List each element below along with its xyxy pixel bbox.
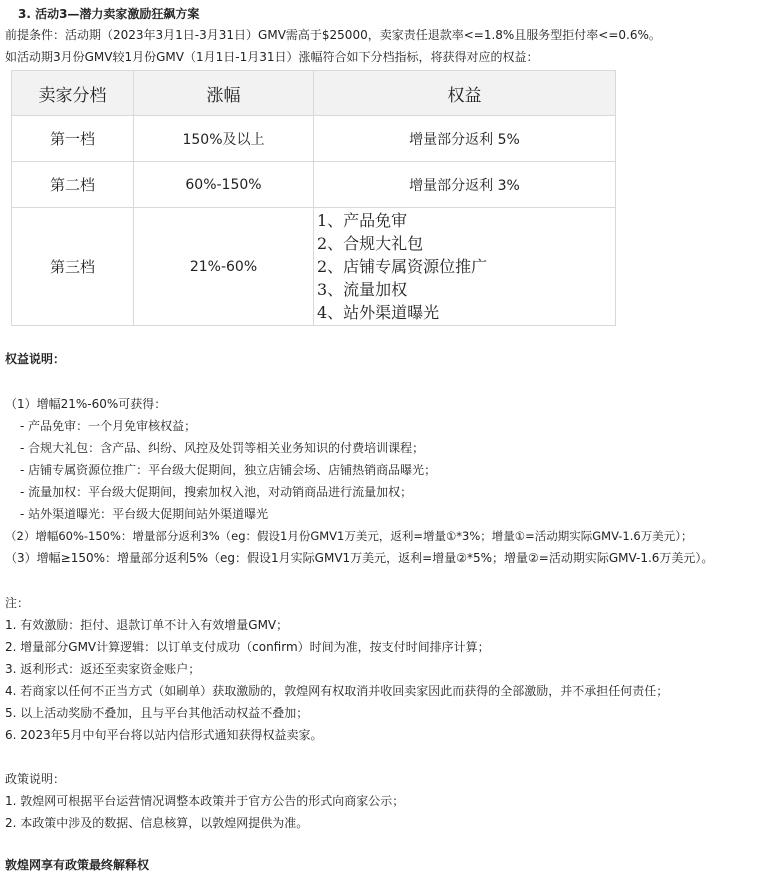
tier-cell: 第二档: [12, 162, 134, 208]
table-row: [12, 208, 616, 326]
note-line: 3. 返利形式：返还至卖家资金账户；: [5, 662, 201, 676]
table-row: [12, 116, 616, 162]
benefit-item: 4、站外渠道曝光: [317, 303, 440, 322]
table-row: [12, 162, 616, 208]
note-line: 5. 以上活动奖励不叠加，且与平台其他活动权益不叠加；: [5, 706, 309, 720]
footer-text: 敦煌网享有政策最终解释权: [5, 858, 150, 872]
note-line: 6. 2023年5月中旬平台将以站内信形式通知获得权益卖家。: [5, 728, 323, 742]
benefit-cell: 增量部分返利 3%: [314, 162, 616, 208]
note-line: 4. 若商家以任何不正当方式（如刷单）获取激励的，敦煌网有权取消并收回卖家因此而获得的全部激励，并不承担任何责任；: [5, 684, 669, 698]
tier-cell: 第一档: [12, 116, 134, 162]
policy-line: 1. 敦煌网可根据平台运营情况调整本政策并于官方公告的形式向商家公示；: [5, 794, 405, 808]
benefit-item: 2、店铺专属资源位推广: [317, 257, 488, 276]
benefit-item: 1、产品免审: [317, 211, 408, 230]
growth-cell: 60%-150%: [134, 162, 314, 208]
benefit-item: 2、合规大礼包: [317, 234, 424, 253]
benefit-cell: 增量部分返利 5%: [314, 116, 616, 162]
header-tier: 卖家分档: [12, 71, 134, 116]
page-title: 3. 活动3—潜力卖家激励狂飙方案: [18, 7, 200, 21]
table-header-row: [12, 71, 616, 116]
rights-line: - 合规大礼包：含产品、纠纷、风控及处罚等相关业务知识的付费培训课程；: [20, 441, 425, 455]
header-growth: 涨幅: [134, 71, 314, 116]
growth-cell: 21%-60%: [134, 208, 314, 326]
premise-text: 前提条件：活动期（2023年3月1日-3月31日）GMV需高于$25000，卖家责任退款率<=1.8%且服务型拒付率<=0.6%。: [5, 28, 661, 42]
policy-heading: 政策说明：: [5, 772, 66, 786]
notes-heading: 注：: [5, 596, 30, 610]
benefit-item: 3、流量加权: [317, 280, 408, 299]
rights-heading: 权益说明：: [5, 352, 66, 366]
policy-line: 2. 本政策中涉及的数据、信息核算，以敦煌网提供为准。: [5, 816, 309, 830]
tier-table: [11, 70, 616, 326]
note-line: 2. 增量部分GMV计算逻辑：以订单支付成功（confirm）时间为准，按支付时间排序计算；: [5, 640, 490, 654]
rights-line: （1）增幅21%-60%可获得：: [5, 397, 167, 411]
rights-line: - 店铺专属资源位推广：平台级大促期间，独立店铺会场、店铺热销商品曝光；: [20, 463, 437, 477]
condition-text: 如活动期3月份GMV较1月份GMV（1月1日-1月31日）涨幅符合如下分档指标，将获得对应的权益：: [5, 50, 539, 64]
benefit-list-cell: [314, 208, 616, 326]
note-line: 1. 有效激励：拒付、退款订单不计入有效增量GMV；: [5, 618, 289, 632]
growth-cell: 150%及以上: [134, 116, 314, 162]
rights-line: （3）增幅≥150%：增量部分返利5%（eg：假设1月实际GMV1万美元，返利=增量②*5%；增量②=活动期实际GMV-1.6万美元）。: [5, 551, 714, 565]
rights-line: （2）增幅60%-150%：增量部分返利3%（eg：假设1月份GMV1万美元，返利=增量①*3%；增量①=活动期实际GMV-1.6万美元）；: [5, 529, 693, 543]
rights-line: - 站外渠道曝光：平台级大促期间站外渠道曝光: [20, 507, 269, 521]
tier-cell: 第三档: [12, 208, 134, 326]
rights-line: - 流量加权：平台级大促期间，搜索加权入池，对动销商品进行流量加权；: [20, 485, 413, 499]
header-benefit: 权益: [314, 71, 616, 116]
rights-line: - 产品免审：一个月免审核权益；: [20, 419, 197, 433]
